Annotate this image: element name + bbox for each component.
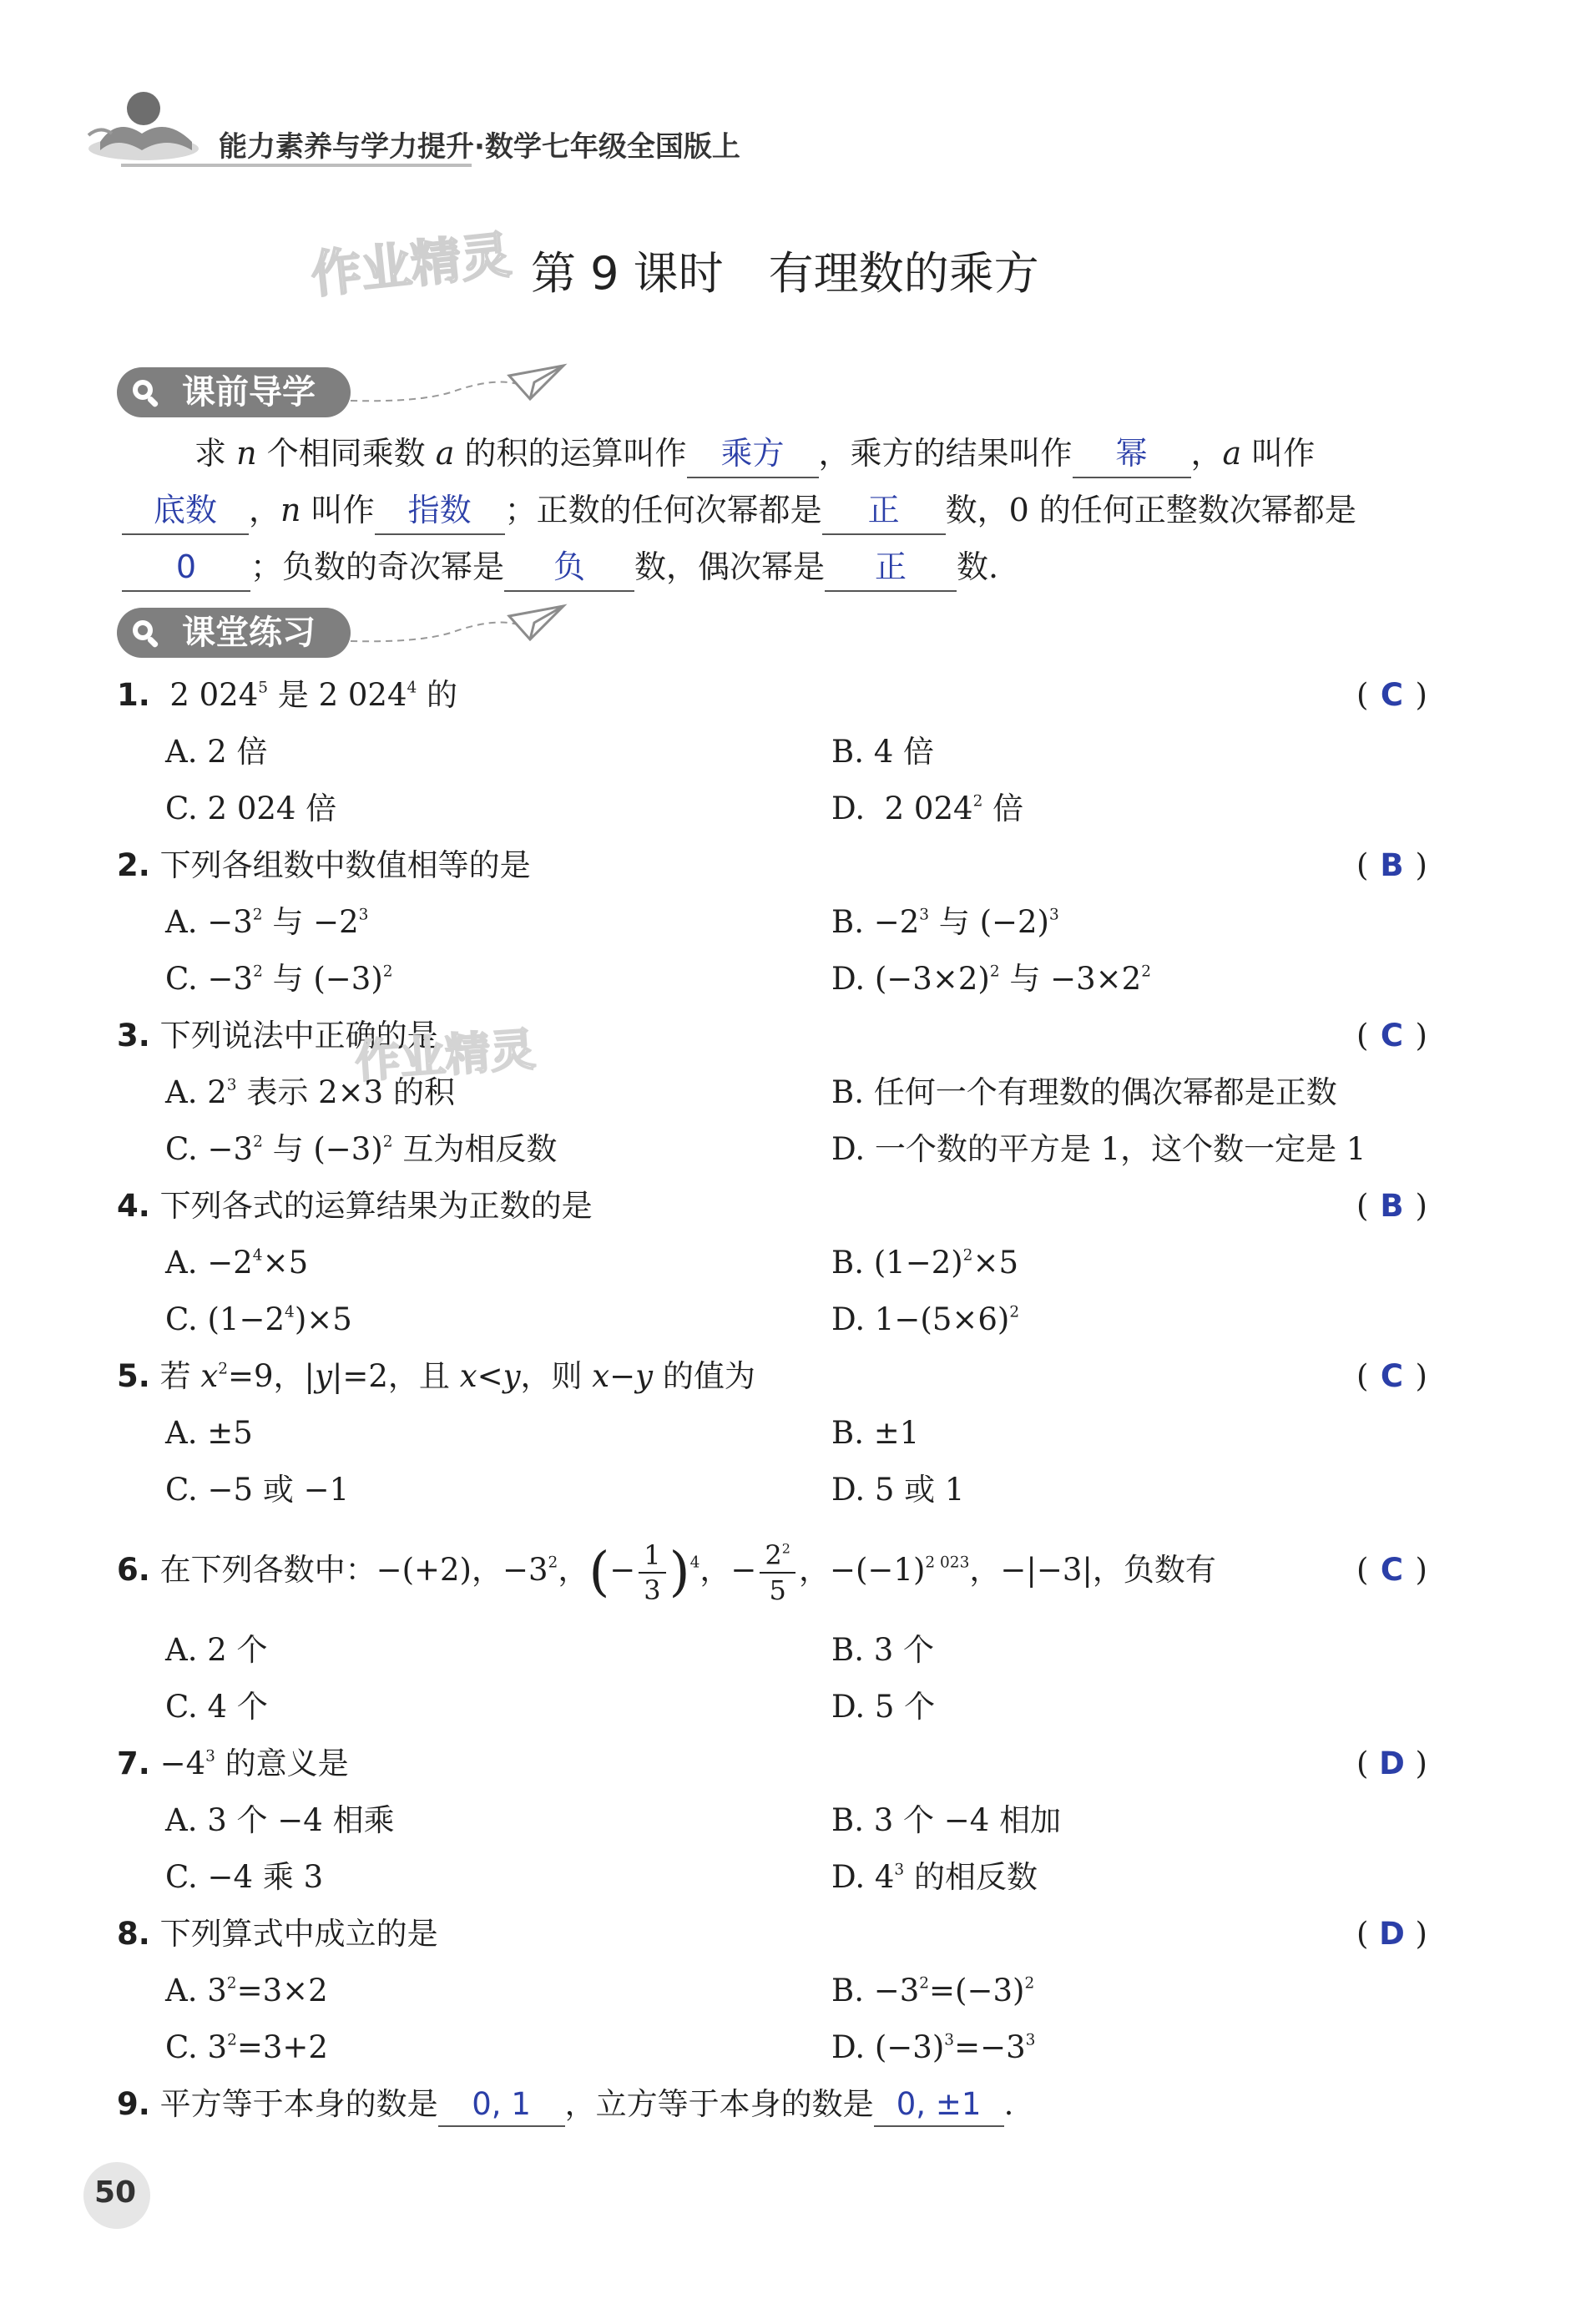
option-5a: A. ±5 bbox=[165, 1415, 253, 1451]
header-rule bbox=[121, 164, 472, 167]
option-3c: C. $-3^2$ 与 $(-3)^2$ 互为相反数 bbox=[165, 1131, 558, 1167]
answer-q7: ( D ) bbox=[1356, 1746, 1427, 1781]
option-5b: B. ±1 bbox=[831, 1415, 920, 1451]
answer-blank-6: 0 bbox=[175, 548, 197, 585]
option-4a: A. $-2^4\times 5$ bbox=[165, 1245, 309, 1281]
magnifier-icon bbox=[129, 376, 162, 409]
answer-blank-3: 底数 bbox=[153, 492, 217, 528]
answer-blank-7: 负 bbox=[553, 548, 586, 585]
option-1c: C. 2 024 倍 bbox=[165, 791, 337, 826]
answer-q8: ( D ) bbox=[1356, 1916, 1427, 1952]
option-3d: D. 一个数的平方是 1，这个数一定是 1 bbox=[831, 1131, 1366, 1167]
answer-blank-8: 正 bbox=[875, 548, 907, 585]
option-6d: D. 5 个 bbox=[831, 1689, 936, 1725]
option-2b: B. $-2^3$ 与 $(-2)^3$ bbox=[831, 904, 1059, 940]
answer-blank-1: 乘方 bbox=[720, 435, 785, 472]
option-2c: C. $-3^2$ 与 $(-3)^2$ bbox=[165, 961, 393, 997]
option-1a: A. 2 倍 bbox=[165, 734, 268, 770]
watermark: 作业精灵 bbox=[308, 225, 514, 306]
magnifier-icon bbox=[129, 616, 162, 649]
page-number: 50 bbox=[94, 2175, 137, 2210]
option-7b: B. 3 个 −4 相加 bbox=[831, 1802, 1062, 1838]
option-3a: A. $2^3$ 表示 2×3 的积 bbox=[165, 1074, 455, 1110]
question-8: 8. 下列算式中成立的是 bbox=[117, 1916, 438, 1952]
option-1d: D. 2 $024^2$ 倍 bbox=[831, 791, 1024, 826]
option-8a: A. $3^2=3\times 2$ bbox=[165, 1973, 328, 2008]
section-tag-practice bbox=[117, 608, 351, 658]
question-3: 3. 下列说法中正确的是 bbox=[117, 1018, 438, 1053]
question-9: 9. 平方等于本身的数是 0, 1 ，立方等于本身的数是 0, ±1 . bbox=[117, 2084, 1013, 2127]
answer-q4: ( B ) bbox=[1356, 1188, 1427, 1224]
question-5: 5. 若 $x^2=9$，|y|=2，且 x<y，则 x−y 的值为 bbox=[117, 1358, 755, 1394]
preview-line-1: 求 n 个相同乘数 a 的积的运算叫作 乘方 ，乘方的结果叫作 幂 ，a 叫作 bbox=[194, 430, 1315, 478]
option-8b: B. $-3^2=(-3)^2$ bbox=[831, 1973, 1035, 2008]
answer-q1: ( C ) bbox=[1356, 677, 1427, 713]
answer-blank-4: 指数 bbox=[407, 492, 472, 528]
option-7a: A. 3 个 −4 相乘 bbox=[165, 1802, 395, 1838]
question-7: 7. $-4^3$ 的意义是 bbox=[117, 1746, 349, 1781]
option-2d: D. $(-3\times 2)^2$ 与 $-3\times 2^2$ bbox=[831, 961, 1151, 997]
lesson-title: 第 9 课时 有理数的乘方 bbox=[531, 247, 1039, 300]
question-4: 4. 下列各式的运算结果为正数的是 bbox=[117, 1188, 593, 1224]
option-8c: C. $3^2=3+2$ bbox=[165, 2029, 328, 2065]
answer-q2: ( B ) bbox=[1356, 847, 1427, 883]
option-7d: D. $4^3$ 的相反数 bbox=[831, 1859, 1038, 1895]
answer-q3: ( C ) bbox=[1356, 1018, 1427, 1053]
option-4c: C. $(1-2^4)\times 5$ bbox=[165, 1301, 352, 1337]
option-1b: B. 4 倍 bbox=[831, 734, 935, 770]
preview-line-2: 底数 ，n 叫作 指数 ；正数的任何次幂都是 正 数，0 的任何正整数次幂都是 bbox=[122, 487, 1356, 535]
paper-plane-icon bbox=[351, 599, 568, 658]
section-label: 课堂练习 bbox=[182, 614, 316, 652]
question-6: 6. 在下列各数中：−(+2)，$-3^2$，(− $\frac{1}{3}$ )$^4$，− $\frac{2^2}{5}$ ，$-(-1)^{2 023}$，−|−3|，负数有 bbox=[117, 1538, 1216, 1606]
answer-q5: ( C ) bbox=[1356, 1358, 1427, 1394]
paper-plane-icon bbox=[351, 359, 568, 417]
section-tag-preview bbox=[117, 367, 351, 417]
answer-blank-5: 正 bbox=[867, 492, 900, 528]
watermark: 作业精灵 bbox=[353, 1023, 538, 1089]
option-6b: B. 3 个 bbox=[831, 1632, 935, 1668]
option-7c: C. −4 乘 3 bbox=[165, 1859, 324, 1895]
header-logo-icon bbox=[83, 83, 209, 167]
question-2: 2. 下列各组数中数值相等的是 bbox=[117, 847, 531, 883]
answer-blank-2: 幂 bbox=[1115, 435, 1148, 472]
option-6c: C. 4 个 bbox=[165, 1689, 268, 1725]
option-4d: D. $1-(5\times 6)^2$ bbox=[831, 1301, 1020, 1337]
answer-q6: ( C ) bbox=[1356, 1552, 1427, 1588]
header-title: 能力素养与学力提升·数学七年级全国版上 bbox=[219, 130, 740, 164]
option-6a: A. 2 个 bbox=[165, 1632, 268, 1668]
option-5d: D. 5 或 1 bbox=[831, 1472, 965, 1508]
answer-blank-q9a: 0, 1 bbox=[472, 2086, 531, 2122]
option-2a: A. $-3^2$ 与 $-2^3$ bbox=[165, 904, 369, 940]
question-1: 1. 2 $024^5$ 是 2 $024^4$ 的 bbox=[117, 677, 458, 713]
answer-blank-q9b: 0, ±1 bbox=[896, 2086, 982, 2122]
preview-line-3: 0 ；负数的奇次幂是 负 数，偶次幂是 正 数. bbox=[122, 543, 998, 592]
option-8d: D. $(-3)^3=-3^3$ bbox=[831, 2029, 1036, 2065]
section-label: 课前导学 bbox=[182, 373, 316, 412]
option-3b: B. 任何一个有理数的偶次幂都是正数 bbox=[831, 1074, 1337, 1110]
option-5c: C. −5 或 −1 bbox=[165, 1472, 350, 1508]
option-4b: B. $(1-2)^2\times 5$ bbox=[831, 1245, 1018, 1281]
